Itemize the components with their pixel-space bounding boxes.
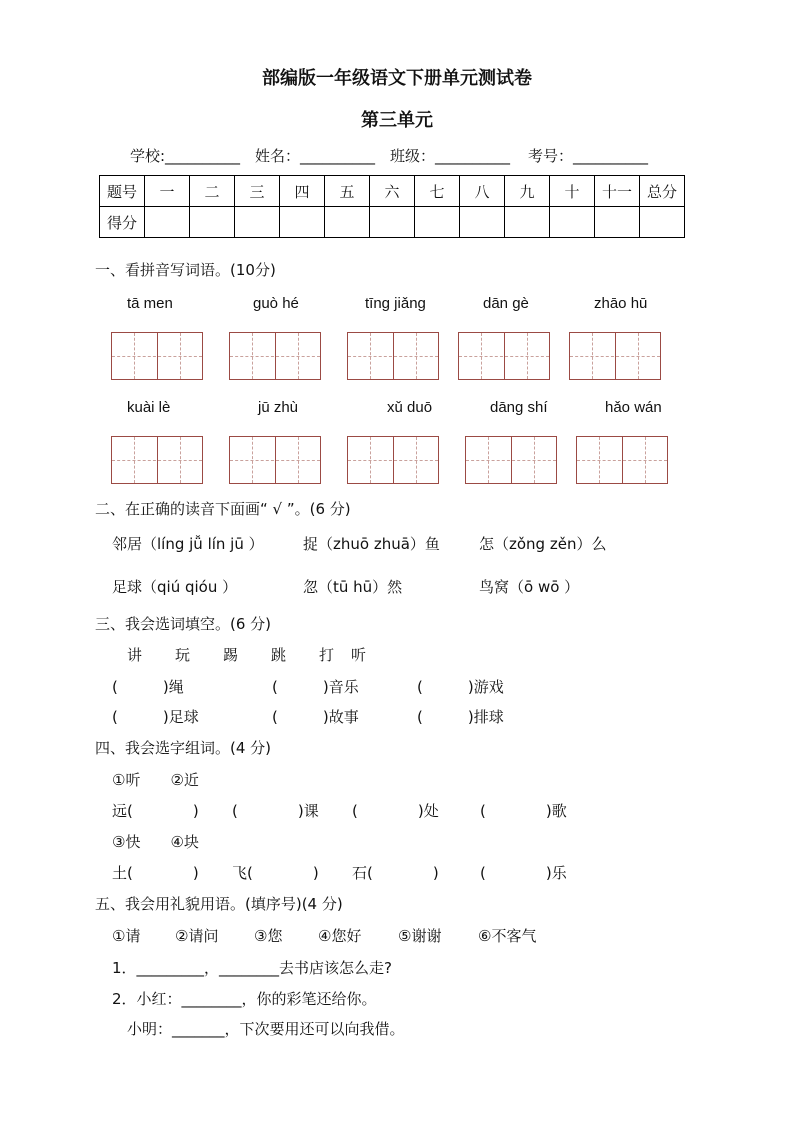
score-cell[interactable] [415, 207, 460, 238]
pinyin-label: dān gè [483, 295, 529, 312]
writing-grid[interactable] [569, 332, 661, 380]
polite-option: ②请问 [175, 927, 219, 945]
score-cell[interactable] [325, 207, 370, 238]
word-option: 听 [351, 646, 367, 664]
fill-blank[interactable]: ( )排球 [417, 708, 504, 726]
score-cell[interactable] [280, 207, 325, 238]
fill-blank[interactable]: 石( ) [352, 864, 439, 882]
score-cell[interactable] [595, 207, 640, 238]
polite-option: ⑥不客气 [478, 927, 537, 945]
writing-grid[interactable] [111, 436, 203, 484]
table-cell: 得分 [100, 207, 145, 238]
question-1[interactable]: 1．_________，________去书店该怎么走? [112, 959, 393, 977]
table-cell: 五 [325, 176, 370, 207]
section3-heading: 三、我会选词填空。(6 分) [95, 615, 272, 633]
pronunciation-item[interactable]: 足球（qiú qióu ） [112, 578, 238, 596]
class-field[interactable]: 班级：__________ [390, 147, 511, 165]
table-cell: 一 [145, 176, 190, 207]
fill-blank[interactable]: ( )乐 [480, 864, 567, 882]
pronunciation-item[interactable]: 捉（zhuō zhuā）鱼 [303, 535, 440, 553]
name-field[interactable]: 姓名：__________ [255, 147, 376, 165]
score-cell[interactable] [145, 207, 190, 238]
score-table [99, 175, 685, 238]
writing-grid[interactable] [576, 436, 668, 484]
writing-grid[interactable] [458, 332, 550, 380]
pinyin-label: jū zhù [258, 399, 299, 416]
polite-option: ⑤谢谢 [398, 927, 442, 945]
writing-grid[interactable] [229, 436, 321, 484]
table-cell: 十一 [595, 176, 640, 207]
question-2-reply[interactable]: 小明：_______，下次要用还可以向我借。 [127, 1020, 405, 1038]
fill-blank[interactable]: 远( ) [112, 802, 199, 820]
polite-option: ④您好 [318, 927, 362, 945]
fill-blank[interactable]: ( )处 [352, 802, 439, 820]
score-cell[interactable] [460, 207, 505, 238]
pronunciation-item[interactable]: 怎（zǒng zěn）么 [479, 535, 607, 553]
char-choices: ③快 ④块 [112, 833, 199, 851]
pinyin-label: xǔ duō [387, 399, 433, 416]
table-cell: 八 [460, 176, 505, 207]
score-cell[interactable] [370, 207, 415, 238]
fill-blank[interactable]: 土( ) [112, 864, 199, 882]
fill-blank[interactable]: ( )游戏 [417, 678, 504, 696]
fill-blank[interactable]: ( )歌 [480, 802, 567, 820]
section1-heading: 一、看拼音写词语。(10分) [95, 261, 276, 279]
table-cell: 二 [190, 176, 235, 207]
fill-blank[interactable]: ( )足球 [112, 708, 199, 726]
word-option: 踢 [223, 646, 239, 664]
table-cell: 六 [370, 176, 415, 207]
section4-heading: 四、我会选字组词。(4 分) [95, 739, 272, 757]
fill-blank[interactable]: 飞( ) [232, 864, 319, 882]
word-option: 讲 [127, 646, 143, 664]
table-cell: 十 [550, 176, 595, 207]
table-cell: 四 [280, 176, 325, 207]
table-cell: 七 [415, 176, 460, 207]
question-2[interactable]: 2．小红：________，你的彩笔还给你。 [112, 990, 377, 1008]
score-cell[interactable] [235, 207, 280, 238]
pinyin-label: guò hé [253, 295, 299, 312]
score-cell[interactable] [505, 207, 550, 238]
writing-grid[interactable] [347, 332, 439, 380]
fill-blank[interactable]: ( )绳 [112, 678, 184, 696]
score-table-header-row [100, 176, 685, 207]
score-table-score-row [100, 207, 685, 238]
table-cell: 题号 [100, 176, 145, 207]
score-cell[interactable] [550, 207, 595, 238]
pinyin-label: tīng jiǎng [365, 295, 426, 312]
pinyin-label: tā men [127, 295, 173, 312]
writing-grid[interactable] [229, 332, 321, 380]
word-option: 玩 [175, 646, 191, 664]
writing-grid[interactable] [465, 436, 557, 484]
pronunciation-item[interactable]: 邻居（líng jǚ lín jū ） [112, 535, 264, 553]
pronunciation-item[interactable]: 忽（tū hū）然 [303, 578, 403, 596]
table-cell: 总分 [640, 176, 685, 207]
pinyin-label: zhāo hū [594, 295, 648, 312]
section5-heading: 五、我会用礼貌用语。(填序号)(4 分) [95, 895, 343, 913]
pinyin-label: dāng shí [490, 399, 548, 416]
page-subtitle: 第三单元 [361, 110, 433, 131]
school-field[interactable]: 学校:__________ [130, 147, 241, 165]
word-option: 打 [319, 646, 335, 664]
pronunciation-item[interactable]: 鸟窝（ō wō ） [479, 578, 580, 596]
writing-grid[interactable] [347, 436, 439, 484]
table-cell: 三 [235, 176, 280, 207]
score-cell[interactable] [190, 207, 235, 238]
fill-blank[interactable]: ( )课 [232, 802, 319, 820]
fill-blank[interactable]: ( )故事 [272, 708, 359, 726]
page-title: 部编版一年级语文下册单元测试卷 [262, 68, 532, 89]
fill-blank[interactable]: ( )音乐 [272, 678, 359, 696]
polite-option: ①请 [112, 927, 141, 945]
section2-heading: 二、在正确的读音下面画“ √ ”。(6 分) [95, 500, 351, 518]
writing-grid[interactable] [111, 332, 203, 380]
word-option: 跳 [271, 646, 287, 664]
exam-number-field[interactable]: 考号：__________ [528, 147, 649, 165]
char-choices: ①听 ②近 [112, 771, 199, 789]
pinyin-label: hǎo wán [605, 399, 662, 416]
score-cell[interactable] [640, 207, 685, 238]
polite-option: ③您 [254, 927, 283, 945]
pinyin-label: kuài lè [127, 399, 171, 416]
table-cell: 九 [505, 176, 550, 207]
